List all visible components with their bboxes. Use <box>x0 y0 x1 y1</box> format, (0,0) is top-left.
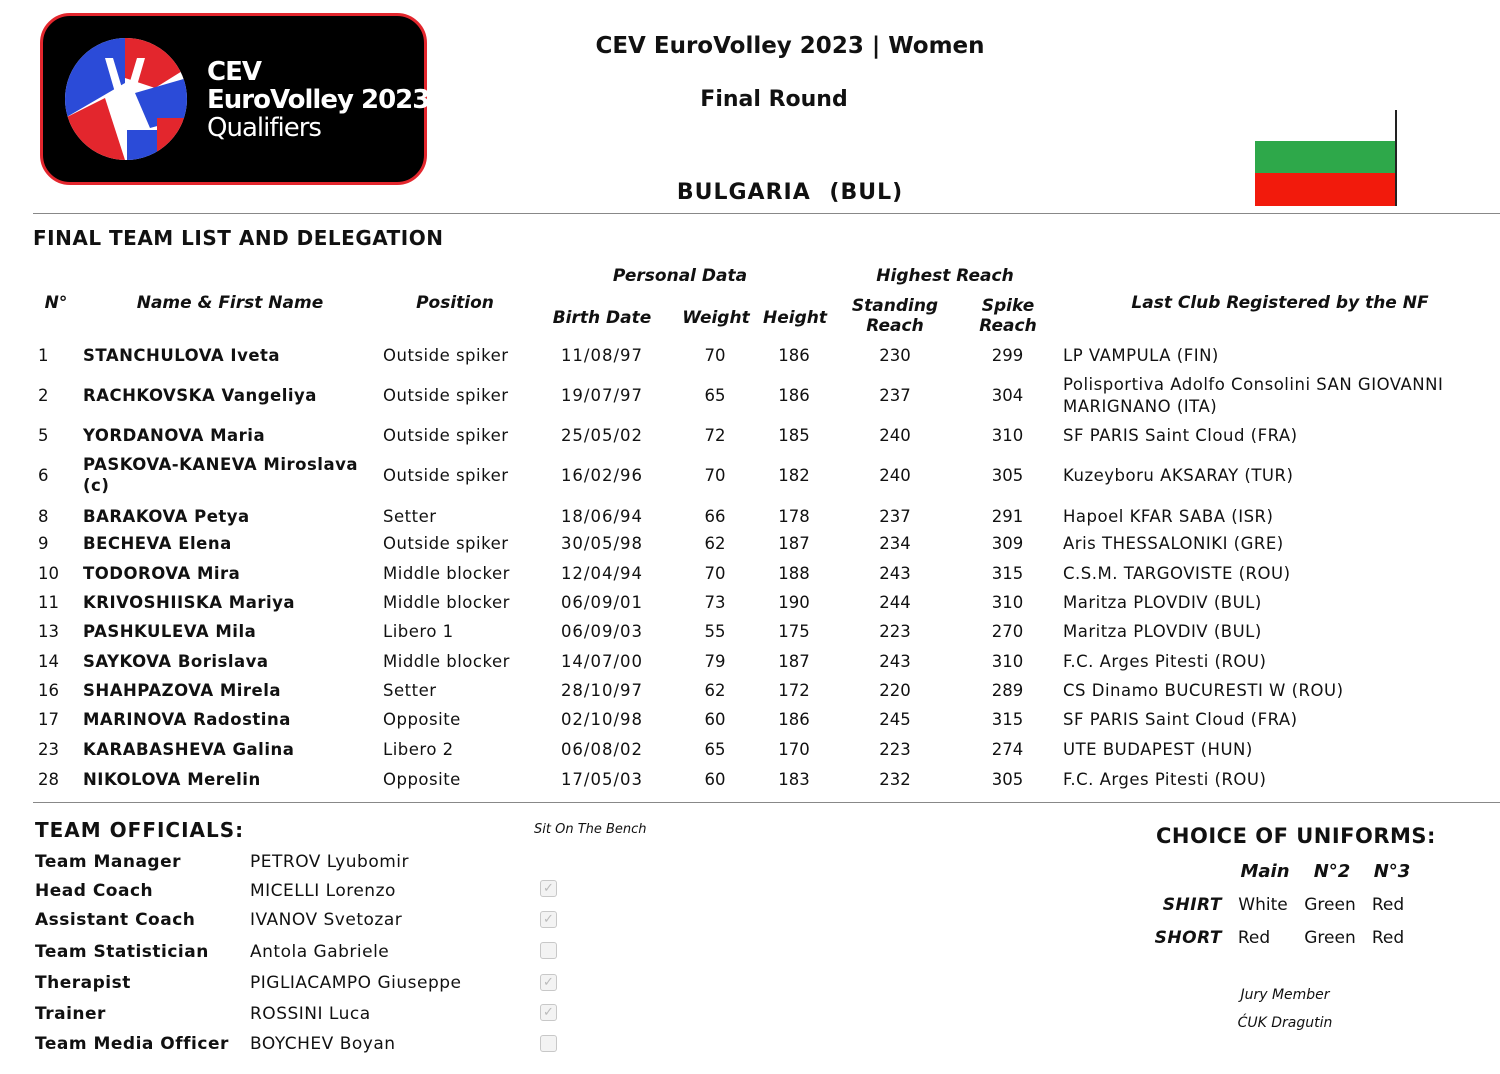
official-name: PETROV Lyubomir <box>250 852 410 872</box>
player-standing-reach: 234 <box>879 534 911 553</box>
player-height: 183 <box>778 770 810 789</box>
player-standing-reach: 223 <box>879 622 911 641</box>
player-height: 182 <box>778 466 810 485</box>
header-spike-reach-line2: Reach <box>979 316 1037 336</box>
player-club: CS Dinamo BUCURESTI W (ROU) <box>1063 681 1344 700</box>
player-number: 28 <box>38 770 59 789</box>
player-name-suffix: (c) <box>83 476 110 495</box>
uniforms-title: CHOICE OF UNIFORMS: <box>1156 824 1436 848</box>
document-title: CEV EuroVolley 2023 | Women <box>595 33 985 59</box>
official-role: Team Media Officer <box>35 1034 229 1054</box>
logo-line-3: Qualifiers <box>207 113 321 143</box>
player-name: STANCHULOVA Iveta <box>83 346 281 365</box>
official-name: IVANOV Svetozar <box>250 910 403 930</box>
player-weight: 65 <box>704 740 726 759</box>
player-name: RACHKOVSKA Vangeliya <box>83 386 317 405</box>
bench-checkbox[interactable] <box>540 1035 557 1052</box>
header-birth-date: Birth Date <box>552 308 652 328</box>
header-number: N° <box>44 293 68 313</box>
player-position: Outside spiker <box>383 426 509 445</box>
player-spike-reach: 299 <box>991 346 1024 365</box>
uniform-short-label: SHORT <box>1154 928 1222 948</box>
player-name: BARAKOVA Petya <box>83 507 250 526</box>
player-spike-reach: 289 <box>991 681 1024 700</box>
player-standing-reach: 220 <box>879 681 911 700</box>
player-spike-reach: 304 <box>991 386 1024 405</box>
player-name: SHAHPAZOVA Mirela <box>83 681 282 700</box>
player-birth-date: 11/08/97 <box>560 346 644 365</box>
player-standing-reach: 243 <box>879 564 911 583</box>
player-number: 5 <box>38 426 49 445</box>
player-birth-date: 18/06/94 <box>560 507 644 526</box>
player-position: Outside spiker <box>383 534 509 553</box>
player-number: 11 <box>38 593 59 612</box>
bench-checkbox[interactable] <box>540 942 557 959</box>
logo-line-2: EuroVolley 2023 <box>207 85 430 115</box>
player-weight: 62 <box>704 534 726 553</box>
player-name: BECHEVA Elena <box>83 534 232 553</box>
player-club: Hapoel KFAR SABA (ISR) <box>1063 507 1274 526</box>
player-name: PASHKULEVA Mila <box>83 622 257 641</box>
section-title: FINAL TEAM LIST AND DELEGATION <box>33 226 444 250</box>
player-position: Outside spiker <box>383 346 509 365</box>
uniform-col-2: N°2 <box>1313 861 1351 882</box>
team-country: BULGARIA (BUL) <box>676 180 904 205</box>
player-weight: 65 <box>704 386 726 405</box>
player-weight: 70 <box>704 564 726 583</box>
player-weight: 60 <box>704 770 726 789</box>
flag-pole <box>1395 110 1397 206</box>
player-club: UTE BUDAPEST (HUN) <box>1063 740 1253 759</box>
player-number: 23 <box>38 740 59 759</box>
document-subtitle: Final Round <box>700 87 848 112</box>
player-number: 16 <box>38 681 59 700</box>
player-standing-reach: 237 <box>879 507 911 526</box>
player-height: 185 <box>778 426 810 445</box>
player-birth-date: 02/10/98 <box>560 710 644 729</box>
player-height: 186 <box>778 710 810 729</box>
player-club: F.C. Arges Pitesti (ROU) <box>1063 770 1267 789</box>
official-name: MICELLI Lorenzo <box>250 881 396 901</box>
player-spike-reach: 305 <box>991 770 1024 789</box>
header-position: Position <box>416 293 494 313</box>
player-birth-date: 06/09/03 <box>560 622 644 641</box>
player-club: Kuzeyboru AKSARAY (TUR) <box>1063 466 1294 485</box>
player-standing-reach: 243 <box>879 652 911 671</box>
official-name: BOYCHEV Boyan <box>250 1034 396 1054</box>
header-last-club: Last Club Registered by the NF <box>1131 293 1429 313</box>
player-height: 187 <box>778 534 810 553</box>
player-weight: 62 <box>704 681 726 700</box>
player-weight: 55 <box>704 622 726 641</box>
player-height: 170 <box>778 740 810 759</box>
player-club: Maritza PLOVDIV (BUL) <box>1063 622 1262 641</box>
player-position: Setter <box>383 681 437 700</box>
header-height: Height <box>763 308 827 328</box>
player-name: KARABASHEVA Galina <box>83 740 295 759</box>
header-name: Name & First Name <box>136 293 324 313</box>
player-standing-reach: 240 <box>879 466 911 485</box>
player-spike-reach: 310 <box>991 652 1024 671</box>
header-group-personal: Personal Data <box>612 266 748 286</box>
player-birth-date: 16/02/96 <box>560 466 644 485</box>
player-name: YORDANOVA Maria <box>83 426 266 445</box>
official-role: Team Manager <box>35 852 182 872</box>
player-spike-reach: 274 <box>991 740 1024 759</box>
player-standing-reach: 223 <box>879 740 911 759</box>
player-name: SAYKOVA Borislava <box>83 652 269 671</box>
player-weight: 70 <box>704 346 726 365</box>
bench-checkbox-checked[interactable]: ✓ <box>540 1004 557 1021</box>
player-name: KRIVOSHIISKA Mariya <box>83 593 296 612</box>
player-height: 186 <box>778 346 810 365</box>
official-role: Team Statistician <box>35 942 209 962</box>
uniform-short-2: Green <box>1304 928 1356 948</box>
player-weight: 60 <box>704 710 726 729</box>
official-name: Antola Gabriele <box>250 942 390 962</box>
bench-checkbox-checked[interactable]: ✓ <box>540 880 557 897</box>
player-position: Outside spiker <box>383 386 509 405</box>
logo-wordmark <box>207 58 429 142</box>
header-standing-reach-line1: Standing <box>851 296 939 316</box>
official-name: ROSSINI Luca <box>250 1004 371 1024</box>
uniform-shirt-3: Red <box>1371 895 1405 915</box>
player-club: Maritza PLOVDIV (BUL) <box>1063 593 1262 612</box>
player-club-line2: MARIGNANO (ITA) <box>1063 397 1218 416</box>
player-birth-date: 25/05/02 <box>560 426 644 445</box>
player-birth-date: 17/05/03 <box>560 770 644 789</box>
bulgaria-flag-icon <box>1255 110 1397 206</box>
player-height: 188 <box>778 564 810 583</box>
player-number: 8 <box>38 507 49 526</box>
player-number: 2 <box>38 386 49 405</box>
jury-member-name: ĆUK Dragutin <box>1237 1015 1333 1031</box>
player-standing-reach: 237 <box>879 386 911 405</box>
player-standing-reach: 245 <box>879 710 911 729</box>
header-standing-reach <box>845 296 945 336</box>
player-position: Opposite <box>383 770 461 789</box>
player-number: 9 <box>38 534 49 553</box>
player-spike-reach: 315 <box>991 710 1024 729</box>
player-birth-date: 06/09/01 <box>560 593 644 612</box>
player-name: NIKOLOVA Merelin <box>83 770 261 789</box>
official-role: Assistant Coach <box>35 910 196 930</box>
player-standing-reach: 244 <box>879 593 911 612</box>
player-height: 187 <box>778 652 810 671</box>
player-weight: 72 <box>704 426 726 445</box>
player-weight: 79 <box>704 652 726 671</box>
player-standing-reach: 240 <box>879 426 911 445</box>
officials-title: TEAM OFFICIALS: <box>35 818 245 842</box>
player-spike-reach: 310 <box>991 426 1024 445</box>
eurovolley-emblem-icon <box>65 38 187 160</box>
header-weight: Weight <box>682 308 750 328</box>
bench-checkbox-checked[interactable]: ✓ <box>540 911 557 928</box>
player-spike-reach: 309 <box>991 534 1024 553</box>
player-position: Libero 1 <box>383 622 454 641</box>
player-number: 14 <box>38 652 59 671</box>
logo-line-1: CEV <box>207 57 261 87</box>
player-birth-date: 19/07/97 <box>560 386 644 405</box>
uniform-short-main: Red <box>1237 928 1271 948</box>
header-spike-reach-line1: Spike <box>981 296 1035 316</box>
player-number: 13 <box>38 622 59 641</box>
uniform-short-3: Red <box>1371 928 1405 948</box>
bench-checkbox-checked[interactable]: ✓ <box>540 974 557 991</box>
player-spike-reach: 305 <box>991 466 1024 485</box>
player-birth-date: 14/07/00 <box>560 652 644 671</box>
official-role: Head Coach <box>35 881 154 901</box>
player-height: 172 <box>778 681 810 700</box>
player-position: Setter <box>383 507 437 526</box>
player-name: TODOROVA Mira <box>83 564 241 583</box>
player-number: 10 <box>38 564 59 583</box>
player-birth-date: 12/04/94 <box>560 564 644 583</box>
player-birth-date: 28/10/97 <box>560 681 644 700</box>
jury-member-label: Jury Member <box>1240 987 1330 1003</box>
player-spike-reach: 291 <box>991 507 1024 526</box>
uniform-col-3: N°3 <box>1373 861 1411 882</box>
header-standing-reach-line2: Reach <box>866 316 924 336</box>
player-position: Libero 2 <box>383 740 454 759</box>
player-birth-date: 30/05/98 <box>560 534 644 553</box>
player-spike-reach: 315 <box>991 564 1024 583</box>
player-birth-date: 06/08/02 <box>560 740 644 759</box>
player-club: SF PARIS Saint Cloud (FRA) <box>1063 710 1298 729</box>
player-number: 17 <box>38 710 59 729</box>
player-standing-reach: 232 <box>879 770 911 789</box>
header-group-reach: Highest Reach <box>876 266 1014 286</box>
player-position: Outside spiker <box>383 466 509 485</box>
player-height: 186 <box>778 386 810 405</box>
header-divider <box>33 213 1500 214</box>
uniform-shirt-2: Green <box>1304 895 1356 915</box>
player-number: 1 <box>38 346 49 365</box>
player-spike-reach: 310 <box>991 593 1024 612</box>
player-number: 6 <box>38 466 49 485</box>
official-role: Therapist <box>35 973 131 993</box>
player-club: C.S.M. TARGOVISTE (ROU) <box>1063 564 1291 583</box>
player-club: SF PARIS Saint Cloud (FRA) <box>1063 426 1298 445</box>
player-weight: 73 <box>704 593 726 612</box>
player-club: Aris THESSALONIKI (GRE) <box>1063 534 1284 553</box>
player-position: Opposite <box>383 710 461 729</box>
player-club: LP VAMPULA (FIN) <box>1063 346 1219 365</box>
player-height: 190 <box>778 593 810 612</box>
uniform-shirt-main: White <box>1238 895 1288 915</box>
player-height: 178 <box>778 507 810 526</box>
player-club: F.C. Arges Pitesti (ROU) <box>1063 652 1267 671</box>
uniform-col-main: Main <box>1240 861 1290 882</box>
player-position: Middle blocker <box>383 593 510 612</box>
official-name: PIGLIACAMPO Giuseppe <box>250 973 462 993</box>
player-position: Middle blocker <box>383 652 510 671</box>
player-spike-reach: 270 <box>991 622 1024 641</box>
player-name: PASKOVA-KANEVA Miroslava <box>83 455 358 474</box>
official-role: Trainer <box>35 1004 106 1024</box>
uniform-shirt-label: SHIRT <box>1162 895 1222 915</box>
player-weight: 66 <box>704 507 726 526</box>
player-weight: 70 <box>704 466 726 485</box>
player-name: MARINOVA Radostina <box>83 710 291 729</box>
player-height: 175 <box>778 622 810 641</box>
bench-header: Sit On The Bench <box>534 822 647 837</box>
player-club: Polisportiva Adolfo Consolini SAN GIOVANNI <box>1063 375 1444 394</box>
player-position: Middle blocker <box>383 564 510 583</box>
table-divider <box>33 802 1500 803</box>
header-spike-reach <box>968 296 1048 336</box>
player-standing-reach: 230 <box>879 346 911 365</box>
